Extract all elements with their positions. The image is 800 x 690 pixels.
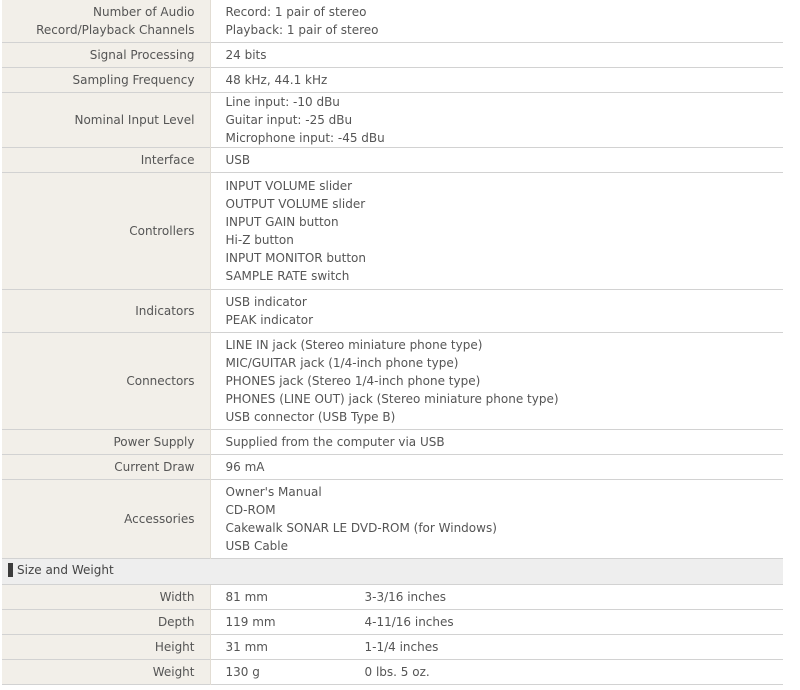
spec-value-line: Playback: 1 pair of stereo <box>225 22 379 37</box>
dimension-imperial: 0 lbs. 5 oz. <box>364 664 430 679</box>
dimension-row <box>2 659 783 684</box>
spec-value-line: INPUT MONITOR button <box>225 250 367 265</box>
spec-label-line: Accessories <box>124 511 195 526</box>
spec-row <box>2 479 783 558</box>
spec-label-line: Nominal Input Level <box>74 112 195 127</box>
spec-value <box>210 429 783 454</box>
dimension-value <box>210 634 783 659</box>
spec-value-line: USB indicator <box>225 294 307 309</box>
spec-value <box>210 92 783 147</box>
spec-label-line: Current Draw <box>114 459 195 474</box>
spec-value <box>210 332 783 429</box>
dimension-row <box>2 584 783 609</box>
spec-value-line: CD-ROM <box>225 502 276 517</box>
spec-label-line: Number of Audio <box>92 4 195 19</box>
dimension-label: Weight <box>2 659 210 684</box>
spec-value-line: PHONES jack (Stereo 1/4-inch phone type) <box>225 373 481 388</box>
dimension-row <box>2 634 783 659</box>
dimension-imperial: 1-1/4 inches <box>364 639 439 654</box>
spec-table <box>2 0 783 685</box>
section-header-size-weight <box>2 558 783 584</box>
spec-label <box>2 429 210 454</box>
dimension-label: Depth <box>2 609 210 634</box>
dimension-value <box>210 609 783 634</box>
spec-row <box>2 289 783 332</box>
spec-value-line: LINE IN jack (Stereo miniature phone type) <box>225 337 483 352</box>
spec-value-line: Hi-Z button <box>225 232 294 247</box>
spec-row <box>2 92 783 147</box>
spec-label-line: Interface <box>140 152 195 167</box>
spec-label-line: Controllers <box>129 223 195 238</box>
dimension-metric: 130 g <box>225 664 260 679</box>
dimension-metric: 119 mm <box>225 614 276 629</box>
spec-label <box>2 0 210 42</box>
spec-row <box>2 454 783 479</box>
spec-value <box>210 479 783 558</box>
spec-label <box>2 289 210 332</box>
spec-value <box>210 454 783 479</box>
dimension-value <box>210 659 783 684</box>
spec-row <box>2 0 783 42</box>
spec-label-line: Signal Processing <box>89 47 195 62</box>
spec-value-line: USB Cable <box>225 538 289 553</box>
spec-label <box>2 92 210 147</box>
spec-value <box>210 0 783 42</box>
dimension-label: Width <box>2 584 210 609</box>
dimension-imperial: 4-11/16 inches <box>364 614 454 629</box>
spec-label <box>2 67 210 92</box>
spec-value-line: 48 kHz, 44.1 kHz <box>225 72 328 87</box>
spec-table-body <box>2 0 783 684</box>
spec-label-line: Record/Playback Channels <box>36 22 195 37</box>
dimension-imperial: 3-3/16 inches <box>364 589 447 604</box>
spec-value-line: 96 mA <box>225 459 265 474</box>
dimension-metric: 31 mm <box>225 639 268 654</box>
section-header-cell <box>2 558 783 584</box>
section-title-text: Size and Weight <box>17 562 114 577</box>
spec-value-line: INPUT GAIN button <box>225 214 339 229</box>
spec-value-line: Owner's Manual <box>225 484 322 499</box>
spec-value <box>210 42 783 67</box>
spec-value-line: Microphone input: -45 dBu <box>225 130 385 145</box>
spec-value <box>210 67 783 92</box>
dimension-label: Height <box>2 634 210 659</box>
spec-row <box>2 42 783 67</box>
spec-value-line: INPUT VOLUME slider <box>225 178 353 193</box>
spec-label <box>2 479 210 558</box>
spec-value-line: Cakewalk SONAR LE DVD-ROM (for Windows) <box>225 520 497 535</box>
spec-row <box>2 429 783 454</box>
spec-value-line: MIC/GUITAR jack (1/4-inch phone type) <box>225 355 459 370</box>
spec-label <box>2 147 210 172</box>
spec-value-line: PHONES (LINE OUT) jack (Stereo miniature phone type) <box>225 391 559 406</box>
section-marker-icon <box>8 563 13 577</box>
spec-value-line: USB connector (USB Type B) <box>225 409 396 424</box>
spec-value-line: Guitar input: -25 dBu <box>225 112 353 127</box>
dimension-value <box>210 584 783 609</box>
spec-label-line: Connectors <box>126 373 195 388</box>
spec-value-line: 24 bits <box>225 47 267 62</box>
spec-label-line: Indicators <box>135 303 195 318</box>
spec-value-line: SAMPLE RATE switch <box>225 268 350 283</box>
spec-label-line: Power Supply <box>113 434 195 449</box>
spec-value-line: Record: 1 pair of stereo <box>225 4 367 19</box>
spec-row <box>2 172 783 289</box>
spec-row <box>2 332 783 429</box>
spec-value-line: USB <box>225 152 251 167</box>
spec-label-line: Sampling Frequency <box>72 72 195 87</box>
spec-label <box>2 454 210 479</box>
spec-value-line: OUTPUT VOLUME slider <box>225 196 366 211</box>
spec-value-line: Line input: -10 dBu <box>225 94 340 109</box>
spec-row <box>2 147 783 172</box>
spec-value-line: Supplied from the computer via USB <box>225 434 445 449</box>
spec-value <box>210 289 783 332</box>
spec-label <box>2 332 210 429</box>
spec-value <box>210 147 783 172</box>
spec-value-line: PEAK indicator <box>225 312 314 327</box>
spec-row <box>2 67 783 92</box>
section-title <box>2 563 114 577</box>
spec-label <box>2 42 210 67</box>
dimension-row <box>2 609 783 634</box>
spec-value <box>210 172 783 289</box>
dimension-metric: 81 mm <box>225 589 268 604</box>
spec-label <box>2 172 210 289</box>
